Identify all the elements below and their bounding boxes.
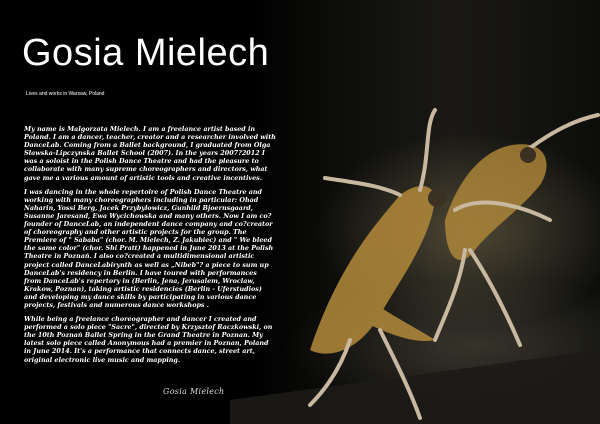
location-subtitle: Lives and works in Warsaw, Poland bbox=[26, 91, 105, 97]
bio-paragraph: My name is Malgorzata Mielech. I am a freelance artist based in Poland. I am a dancer, teacher, creator and a researcher involved with DanceLab. Coming from a Ballet background, I graduated from Olga Sławska-Lipczynska Ballet School (2007). In the years 2007?2012 I was a soloist in the Polish Dance Theatre and had the pleasure to collaborate with many supreme choreographers and directors, what gave me a various amount of artistic tools and creative incentives. bbox=[24, 125, 276, 182]
bio-paragraph: I was dancing in the whole repertoire of Polish Dance Theatre and working with many choreographers including in particular: Ohad Naharin, Yossi Berg, Jacek Przybylowicz, Gunhild Bjoernsgaard, Susanne Jaresand, Ewa Wycichowska and many others. Now I am co?founder of DanceLab, an independent dance company and co?creator of choreography and other artistic projects for the group. The Premiere of " Sababa" (chor. M. Mielech, Z. Jakubiec) and " We bleed the same color" (chor. Shi Pratt) happened in June 2013 at the Polish Theatre in Poznań. I also co?created a multidimensional artistic project called DanceLabirynth as well as „Nibeb"? a piece to sum up DanceLab's residency in Berlin. I have toured with performances from DanceLab's repertory in (Berlin, Jena, Jerusalem, Wroclaw, Krakow, Poznan), taking artistic residencies (Berlin - Uferstudios) and developing my dance skills by participating in various dance projects, festivals and numerous dance workshops . bbox=[24, 187, 274, 309]
dancers-photo-icon bbox=[230, 100, 600, 424]
signature: Gosia Mielech bbox=[163, 387, 225, 396]
page-title: Gosia Mielech bbox=[22, 32, 270, 74]
bio-paragraph: While being a freelance choreographer and dancer I created and performed a solo piece "Sacre", directed by Krzysztof Raczkowski, on the 10th Poznań Ballet Spring in the Grand Theatre in Poznan. My latest solo piece called Anonymous had a premier in Poznan, Poland in June 2014. It's a performance that connects dance, street art, original electronic live music and mapping. bbox=[24, 315, 273, 364]
bio-text bbox=[24, 125, 276, 370]
